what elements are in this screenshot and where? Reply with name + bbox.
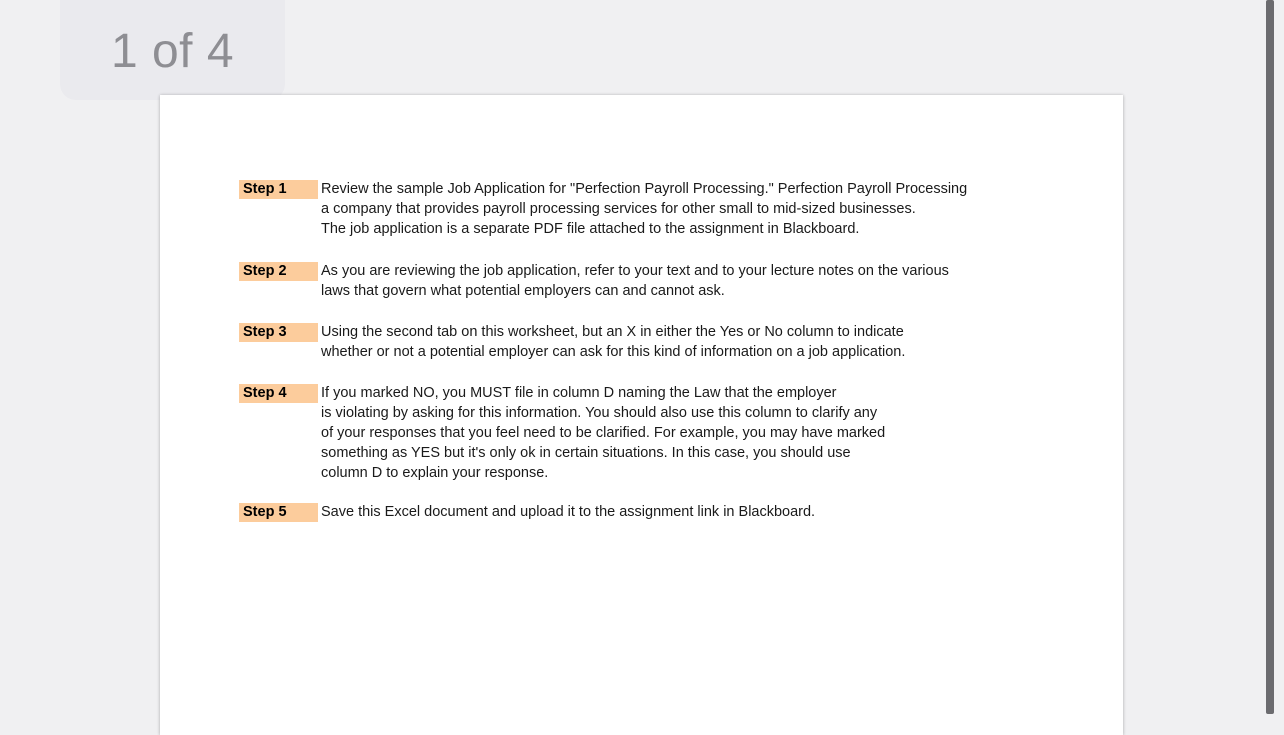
step-text-line: Using the second tab on this worksheet, but an X in either the Yes or No column to indicate <box>321 324 904 340</box>
step-text-line: column D to explain your response. <box>321 465 549 481</box>
page-counter-label: 1 of 4 <box>110 24 235 78</box>
step-text-line: Review the sample Job Application for "Perfection Payroll Processing." Perfection Payroll Processing <box>321 181 968 197</box>
step-label: Step 2 <box>239 262 318 281</box>
step-text-line: Save this Excel document and upload it to the assignment link in Blackboard. <box>321 504 816 520</box>
step-5 <box>239 502 815 522</box>
scrollbar-track[interactable] <box>1266 0 1284 714</box>
document-page[interactable] <box>160 95 1123 735</box>
step-label: Step 4 <box>239 384 318 403</box>
step-text-line: laws that govern what potential employers can and cannot ask. <box>321 283 725 299</box>
step-2 <box>239 261 949 301</box>
step-text-line: As you are reviewing the job application, refer to your text and to your lecture notes on the various <box>321 263 949 279</box>
step-text <box>321 383 885 483</box>
step-text-line: If you marked NO, you MUST file in column D naming the Law that the employer <box>321 385 837 401</box>
step-4 <box>239 383 885 483</box>
step-text-line: a company that provides payroll processing services for other small to mid-sized businesses. <box>321 201 916 217</box>
step-text-line: The job application is a separate PDF file attached to the assignment in Blackboard. <box>321 221 860 237</box>
step-label: Step 5 <box>239 503 318 522</box>
step-text-line: whether or not a potential employer can ask for this kind of information on a job application. <box>321 344 906 360</box>
step-text <box>321 322 905 362</box>
step-text-line: is violating by asking for this information. You should also use this column to clarify any <box>321 405 878 421</box>
step-text-line: something as YES but it's only ok in certain situations. In this case, you should use <box>321 445 851 461</box>
step-label: Step 3 <box>239 323 318 342</box>
step-text <box>321 261 949 301</box>
page-counter <box>60 0 285 100</box>
scrollbar-thumb[interactable] <box>1266 0 1274 714</box>
step-text <box>321 502 815 522</box>
step-3 <box>239 322 905 362</box>
step-text <box>321 179 967 239</box>
step-label: Step 1 <box>239 180 318 199</box>
step-1 <box>239 179 967 239</box>
step-text-line: of your responses that you feel need to be clarified. For example, you may have marked <box>321 425 886 441</box>
